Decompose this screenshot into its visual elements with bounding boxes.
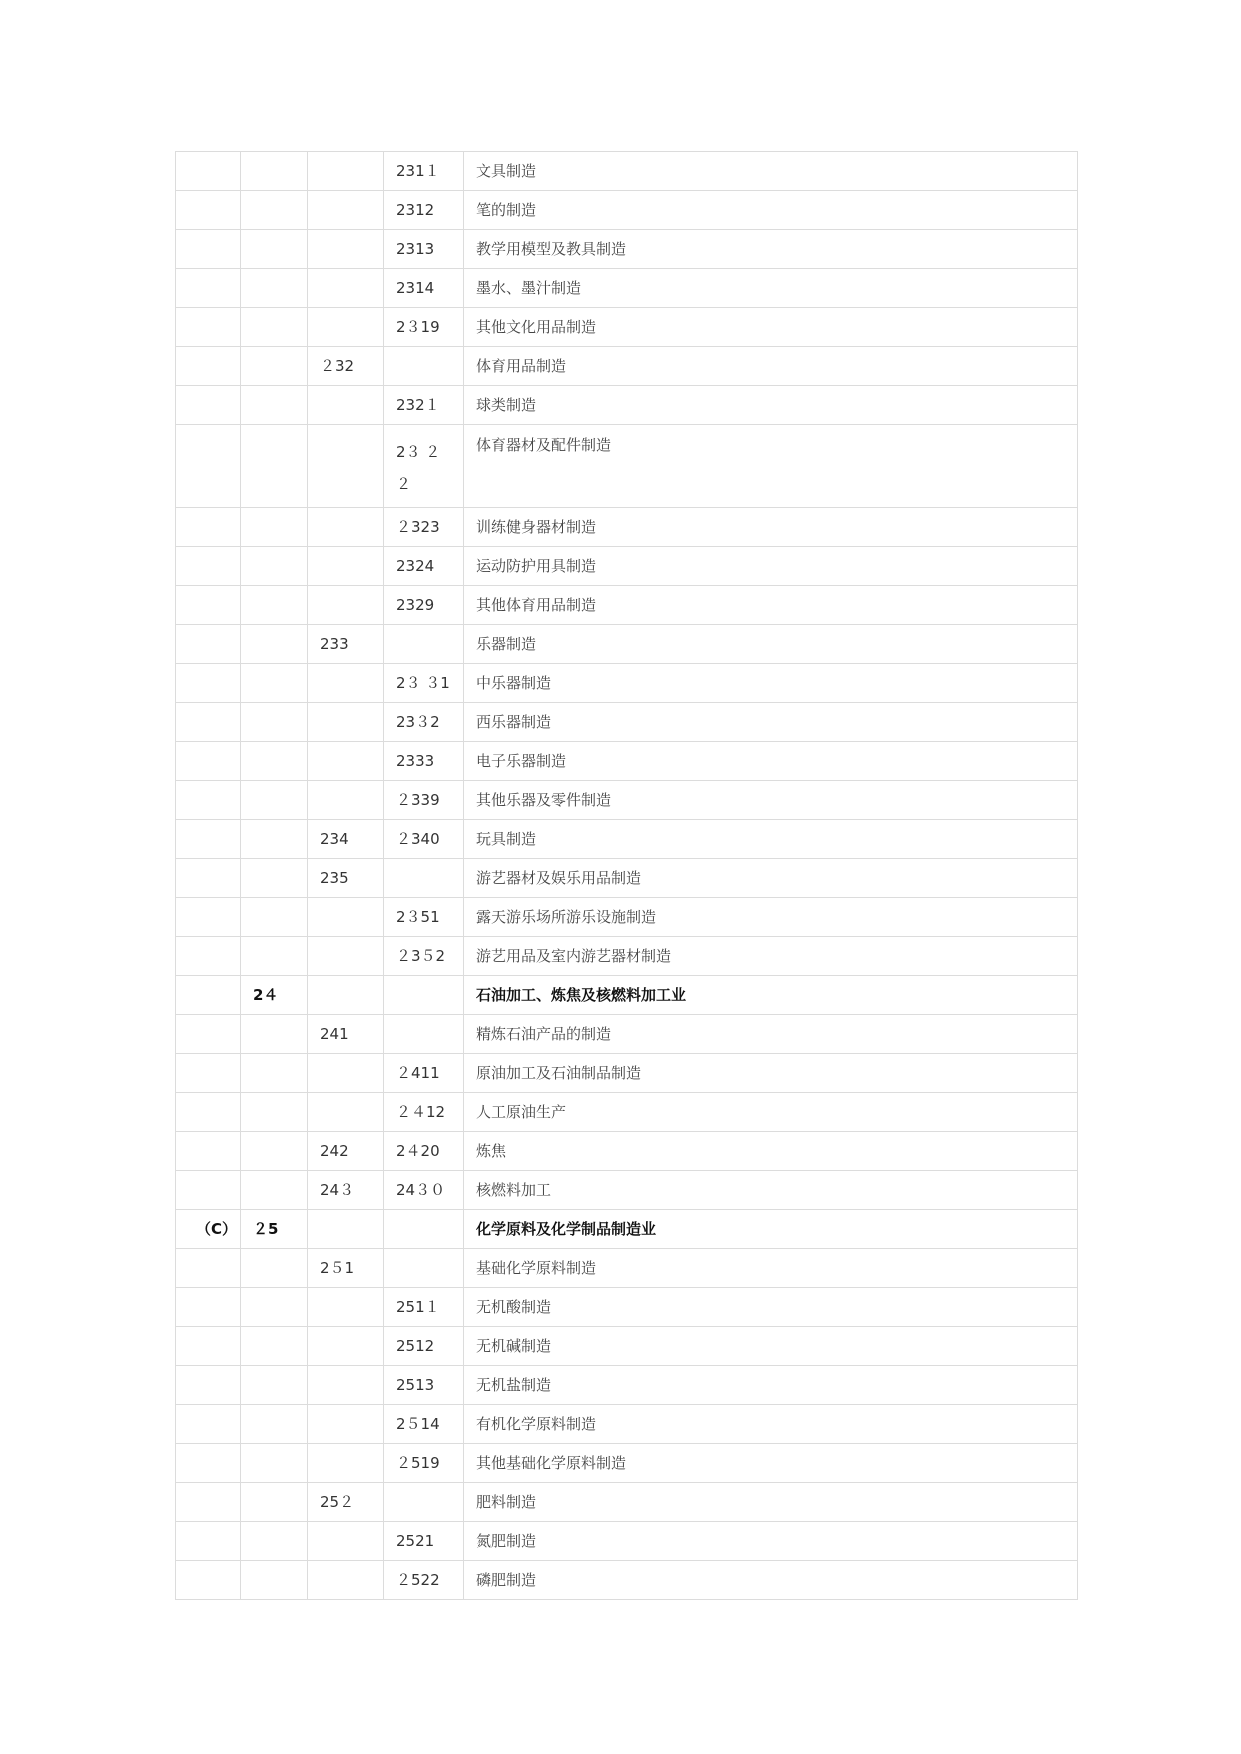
class-code-cell — [384, 976, 464, 1015]
class-code-cell: 231１ — [384, 152, 464, 191]
division-code-cell — [241, 1054, 308, 1093]
table-row — [176, 859, 1078, 898]
group-code-cell — [308, 386, 384, 425]
category-name-cell: 球类制造 — [464, 386, 1078, 425]
section-code-cell — [176, 898, 241, 937]
table-row — [176, 1561, 1078, 1600]
category-name-cell: 石油加工、炼焦及核燃料加工业 — [464, 976, 1078, 1015]
table-row — [176, 425, 1078, 508]
class-code-cell: 2３19 — [384, 308, 464, 347]
category-name-cell: 教学用模型及教具制造 — [464, 230, 1078, 269]
section-code-cell — [176, 1366, 241, 1405]
division-code-cell — [241, 1327, 308, 1366]
table-row — [176, 664, 1078, 703]
division-code-cell — [241, 425, 308, 508]
section-code-cell — [176, 781, 241, 820]
category-name-cell: 核燃料加工 — [464, 1171, 1078, 1210]
industry-classification-table — [175, 151, 1078, 1600]
division-code-cell — [241, 347, 308, 386]
group-code-cell — [308, 1522, 384, 1561]
group-code-cell — [308, 703, 384, 742]
table-row — [176, 1210, 1078, 1249]
section-code-cell — [176, 1561, 241, 1600]
division-code-cell — [241, 625, 308, 664]
class-code-cell: ２519 — [384, 1444, 464, 1483]
category-name-cell: 氮肥制造 — [464, 1522, 1078, 1561]
division-code-cell — [241, 1171, 308, 1210]
class-code-cell — [384, 1249, 464, 1288]
class-code-cell — [384, 1483, 464, 1522]
class-code-cell: 2333 — [384, 742, 464, 781]
division-code-cell — [241, 703, 308, 742]
group-code-cell: 234 — [308, 820, 384, 859]
division-code-cell — [241, 937, 308, 976]
section-code-cell — [176, 1522, 241, 1561]
class-code-cell: ２522 — [384, 1561, 464, 1600]
table-row — [176, 1288, 1078, 1327]
class-code-cell — [384, 859, 464, 898]
class-code-cell: 24３０ — [384, 1171, 464, 1210]
table-row — [176, 742, 1078, 781]
group-code-cell — [308, 1288, 384, 1327]
category-name-cell: 其他文化用品制造 — [464, 308, 1078, 347]
table-row — [176, 1366, 1078, 1405]
section-code-cell — [176, 1093, 241, 1132]
division-code-cell — [241, 386, 308, 425]
division-code-cell — [241, 269, 308, 308]
group-code-cell — [308, 976, 384, 1015]
section-code-cell — [176, 1327, 241, 1366]
class-code-cell — [384, 625, 464, 664]
group-code-cell: ２32 — [308, 347, 384, 386]
table-row — [176, 1522, 1078, 1561]
section-code-cell — [176, 191, 241, 230]
division-code-cell — [241, 664, 308, 703]
group-code-cell — [308, 1444, 384, 1483]
class-code-cell — [384, 1015, 464, 1054]
table-row — [176, 191, 1078, 230]
group-code-cell — [308, 937, 384, 976]
table-row — [176, 1132, 1078, 1171]
section-code-cell — [176, 1054, 241, 1093]
class-code-cell: 2５14 — [384, 1405, 464, 1444]
table-row — [176, 1405, 1078, 1444]
group-code-cell: 24３ — [308, 1171, 384, 1210]
section-code-cell — [176, 664, 241, 703]
section-code-cell — [176, 1171, 241, 1210]
division-code-cell — [241, 230, 308, 269]
section-code-cell — [176, 625, 241, 664]
table-row — [176, 1444, 1078, 1483]
table-row — [176, 347, 1078, 386]
section-code-cell — [176, 1405, 241, 1444]
category-name-cell: 无机酸制造 — [464, 1288, 1078, 1327]
table-row — [176, 625, 1078, 664]
division-code-cell — [241, 1366, 308, 1405]
division-code-cell — [241, 586, 308, 625]
class-code-cell: 2314 — [384, 269, 464, 308]
table-row — [176, 586, 1078, 625]
category-name-cell: 化学原料及化学制品制造业 — [464, 1210, 1078, 1249]
table-row — [176, 1015, 1078, 1054]
group-code-cell — [308, 230, 384, 269]
table-row — [176, 1171, 1078, 1210]
section-code-cell — [176, 820, 241, 859]
division-code-cell — [241, 1288, 308, 1327]
table-row — [176, 152, 1078, 191]
section-code-cell — [176, 1288, 241, 1327]
class-code-cell: 2513 — [384, 1366, 464, 1405]
class-code-cell: ２3５2 — [384, 937, 464, 976]
class-code-text: 2３ ２ ２ — [396, 443, 441, 493]
section-code-cell — [176, 1444, 241, 1483]
table-row — [176, 937, 1078, 976]
division-code-cell — [241, 1405, 308, 1444]
category-name-cell: 体育器材及配件制造 — [464, 425, 1078, 508]
category-name-cell: 人工原油生产 — [464, 1093, 1078, 1132]
category-name-cell: 原油加工及石油制品制造 — [464, 1054, 1078, 1093]
category-name-cell: 其他体育用品制造 — [464, 586, 1078, 625]
section-code-cell — [176, 586, 241, 625]
category-name-cell: 游艺器材及娱乐用品制造 — [464, 859, 1078, 898]
group-code-cell — [308, 898, 384, 937]
section-code-cell: （C） — [176, 1210, 241, 1249]
table-body — [176, 152, 1078, 1600]
class-code-cell: 2４20 — [384, 1132, 464, 1171]
group-code-cell — [308, 547, 384, 586]
category-name-cell: 无机碱制造 — [464, 1327, 1078, 1366]
division-code-cell — [241, 508, 308, 547]
section-code-cell — [176, 425, 241, 508]
group-code-cell — [308, 425, 384, 508]
class-code-cell: 251１ — [384, 1288, 464, 1327]
group-code-cell — [308, 1210, 384, 1249]
table-row — [176, 508, 1078, 547]
table-row — [176, 1054, 1078, 1093]
division-code-cell — [241, 1483, 308, 1522]
category-name-cell: 训练健身器材制造 — [464, 508, 1078, 547]
category-name-cell: 炼焦 — [464, 1132, 1078, 1171]
class-code-cell — [384, 1210, 464, 1249]
section-code-cell — [176, 308, 241, 347]
table-row — [176, 1327, 1078, 1366]
section-code-cell — [176, 937, 241, 976]
group-code-cell: 233 — [308, 625, 384, 664]
table-row — [176, 230, 1078, 269]
group-code-cell — [308, 781, 384, 820]
division-code-cell — [241, 1249, 308, 1288]
category-name-cell: 其他基础化学原料制造 — [464, 1444, 1078, 1483]
group-code-cell — [308, 508, 384, 547]
table-row — [176, 781, 1078, 820]
division-code-cell — [241, 1561, 308, 1600]
section-code-cell — [176, 742, 241, 781]
class-code-cell: 232１ — [384, 386, 464, 425]
class-code-cell: ２４12 — [384, 1093, 464, 1132]
group-code-cell — [308, 586, 384, 625]
category-name-cell: 有机化学原料制造 — [464, 1405, 1078, 1444]
division-code-cell — [241, 1444, 308, 1483]
division-code-cell — [241, 547, 308, 586]
table-row — [176, 308, 1078, 347]
category-name-cell: 精炼石油产品的制造 — [464, 1015, 1078, 1054]
category-name-cell: 笔的制造 — [464, 191, 1078, 230]
table-row — [176, 820, 1078, 859]
category-name-cell: 乐器制造 — [464, 625, 1078, 664]
section-code-cell — [176, 1483, 241, 1522]
class-code-cell: 2312 — [384, 191, 464, 230]
division-code-cell — [241, 152, 308, 191]
division-code-cell — [241, 898, 308, 937]
section-code-cell — [176, 1249, 241, 1288]
section-code-cell — [176, 976, 241, 1015]
class-code-cell: 2324 — [384, 547, 464, 586]
group-code-cell — [308, 664, 384, 703]
table-row — [176, 1093, 1078, 1132]
group-code-cell — [308, 191, 384, 230]
group-code-cell — [308, 742, 384, 781]
class-code-cell: 2３ ３1 — [384, 664, 464, 703]
category-name-cell: 运动防护用具制造 — [464, 547, 1078, 586]
group-code-cell — [308, 152, 384, 191]
category-name-cell: 西乐器制造 — [464, 703, 1078, 742]
class-code-cell: ２340 — [384, 820, 464, 859]
category-name-cell: 其他乐器及零件制造 — [464, 781, 1078, 820]
division-code-cell — [241, 1132, 308, 1171]
group-code-cell: 242 — [308, 1132, 384, 1171]
section-code-cell — [176, 1132, 241, 1171]
group-code-cell — [308, 1054, 384, 1093]
section-code-cell — [176, 386, 241, 425]
class-code-cell: 2521 — [384, 1522, 464, 1561]
section-code-cell — [176, 703, 241, 742]
division-code-cell — [241, 859, 308, 898]
category-name-cell: 电子乐器制造 — [464, 742, 1078, 781]
category-name-cell: 基础化学原料制造 — [464, 1249, 1078, 1288]
class-code-cell: ２323 — [384, 508, 464, 547]
category-name-cell: 游艺用品及室内游艺器材制造 — [464, 937, 1078, 976]
division-code-cell — [241, 1015, 308, 1054]
group-code-cell: 25２ — [308, 1483, 384, 1522]
section-code-cell — [176, 859, 241, 898]
category-name-cell: 玩具制造 — [464, 820, 1078, 859]
division-code-cell — [241, 781, 308, 820]
table-row — [176, 703, 1078, 742]
division-code-cell — [241, 191, 308, 230]
category-name-cell: 中乐器制造 — [464, 664, 1078, 703]
table-row — [176, 547, 1078, 586]
section-code-cell — [176, 230, 241, 269]
table-row — [176, 1249, 1078, 1288]
table-row — [176, 269, 1078, 308]
division-code-cell — [241, 1093, 308, 1132]
group-code-cell — [308, 1405, 384, 1444]
table-row — [176, 1483, 1078, 1522]
class-code-cell: 2313 — [384, 230, 464, 269]
class-code-cell: 2512 — [384, 1327, 464, 1366]
class-code-cell — [384, 347, 464, 386]
group-code-cell: 235 — [308, 859, 384, 898]
table-row — [176, 976, 1078, 1015]
category-name-cell: 体育用品制造 — [464, 347, 1078, 386]
group-code-cell — [308, 269, 384, 308]
division-code-cell — [241, 742, 308, 781]
group-code-cell — [308, 1327, 384, 1366]
table-row — [176, 386, 1078, 425]
class-code-cell — [384, 425, 464, 508]
section-code-cell — [176, 269, 241, 308]
division-code-cell: 2４ — [241, 976, 308, 1015]
category-name-cell: 文具制造 — [464, 152, 1078, 191]
table-row — [176, 898, 1078, 937]
class-code-cell: ２411 — [384, 1054, 464, 1093]
category-name-cell: 磷肥制造 — [464, 1561, 1078, 1600]
section-code-cell — [176, 547, 241, 586]
group-code-cell — [308, 1366, 384, 1405]
group-code-cell: 2５1 — [308, 1249, 384, 1288]
division-code-cell — [241, 1522, 308, 1561]
section-code-cell — [176, 508, 241, 547]
division-code-cell — [241, 820, 308, 859]
section-code-cell — [176, 347, 241, 386]
category-name-cell: 墨水、墨汁制造 — [464, 269, 1078, 308]
division-code-cell — [241, 308, 308, 347]
category-name-cell: 露天游乐场所游乐设施制造 — [464, 898, 1078, 937]
group-code-cell — [308, 1561, 384, 1600]
class-code-cell: ２339 — [384, 781, 464, 820]
class-code-cell: 2３51 — [384, 898, 464, 937]
group-code-cell — [308, 308, 384, 347]
category-name-cell: 肥料制造 — [464, 1483, 1078, 1522]
category-name-cell: 无机盐制造 — [464, 1366, 1078, 1405]
group-code-cell: 241 — [308, 1015, 384, 1054]
class-code-cell: 23３2 — [384, 703, 464, 742]
section-code-cell — [176, 152, 241, 191]
class-code-cell: 2329 — [384, 586, 464, 625]
group-code-cell — [308, 1093, 384, 1132]
division-code-cell: ２5 — [241, 1210, 308, 1249]
section-code-cell — [176, 1015, 241, 1054]
